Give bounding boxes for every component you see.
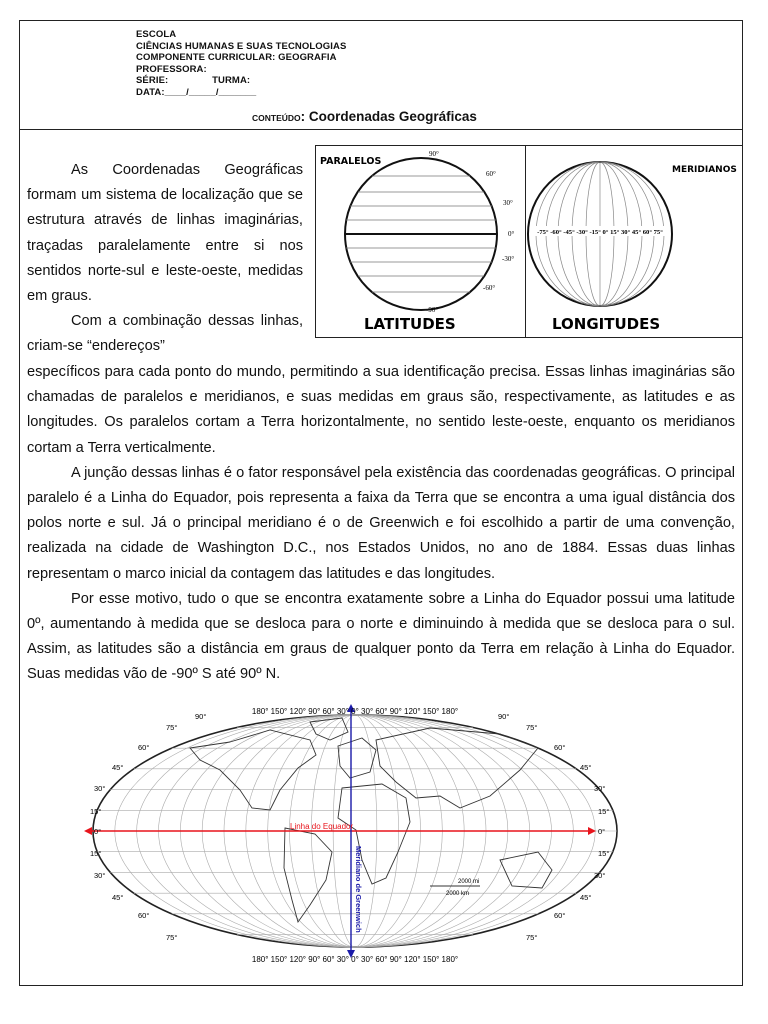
- school-name: ESCOLA: [136, 29, 177, 40]
- content-heading: [252, 108, 477, 126]
- grade-class-field: SÉRIE: TURMA:: [136, 75, 251, 87]
- header-divider: [19, 129, 743, 130]
- paralelos-label: PARALELOS: [320, 156, 382, 167]
- map-lat-90-left: 90°: [195, 712, 207, 721]
- teacher-field: PROFESSORA:: [136, 63, 207, 75]
- meridianos-label: MERIDIANOS: [672, 165, 737, 175]
- scale-km: 2000 km: [446, 891, 470, 897]
- map-lat-30n-left: 30°: [94, 784, 106, 793]
- component-name: COMPONENTE CURRICULAR: GEOGRAFIA: [136, 52, 337, 64]
- lat-bottom-label: -90°: [426, 306, 439, 314]
- map-lat-60-left: 60°: [138, 743, 150, 752]
- map-lat-60s-right: 60°: [554, 911, 566, 920]
- figure-separator: [525, 146, 526, 337]
- map-lat-30s-left: 30°: [94, 871, 106, 880]
- longitude-scale: -75° -60° -45° -30° -15° 0° 15° 30° 45° 60° 75°: [537, 229, 663, 236]
- map-lat-75s-left: 75°: [166, 933, 178, 942]
- intro-block: [27, 158, 303, 360]
- map-lat-75s-right: 75°: [526, 933, 538, 942]
- paragraph-4: Por esse motivo, tudo o que se encontra exatamente sobre a Linha do Equador possui uma latitude 0º, aumentando à medida que se desloca para o norte e diminuindo à medida que se desloca para o sul. Assim, as latitudes são a distância em graus de qualquer ponto da Terra em relação à Linha do Equador. Suas medidas vão de -90º S até 90º N.: [27, 590, 735, 683]
- map-lat-15s-right: 15°: [598, 849, 610, 858]
- map-lat-45s-right: 45°: [580, 893, 592, 902]
- map-lat-45s-left: 45°: [112, 893, 124, 902]
- map-lat-0-left: 0°: [94, 827, 102, 836]
- map-lat-75-right: 75°: [526, 723, 538, 732]
- scale-mi: 2000 mi: [458, 879, 480, 885]
- longitudes-globe: [528, 162, 737, 333]
- equator-label: Linha do Equador: [290, 822, 354, 831]
- content-colon: :: [300, 109, 309, 124]
- latitudes-caption: LATITUDES: [364, 315, 456, 333]
- map-lat-90-right: 90°: [498, 712, 510, 721]
- lat-30n-label: 30°: [503, 199, 513, 207]
- lat-60n-label: 60°: [486, 170, 496, 178]
- school-info: [136, 29, 346, 99]
- latitudes-globe: [320, 150, 515, 333]
- map-lat-45-left: 45°: [112, 763, 124, 772]
- lat-30s-label: -30°: [502, 255, 515, 263]
- paragraph-1: As Coordenadas Geográficas formam um sistema de localização que se estrutura através de linhas imaginárias, traçadas paralelamente entre si nos sentidos norte-sul e leste-oeste, medidas em graus.: [27, 162, 303, 305]
- lat-top-label: 90°: [429, 150, 439, 158]
- content-label: CONTEÚDO: [252, 113, 301, 123]
- paragraph-2-start: Com a combinação dessas linhas, criam-se “endereços”: [27, 313, 303, 355]
- area-name: CIÊNCIAS HUMANAS E SUAS TECNOLOGIAS: [136, 40, 347, 52]
- map-lat-30n-right: 30°: [594, 784, 606, 793]
- coordinates-figure: [315, 145, 743, 338]
- map-lat-15n-right: 15°: [598, 807, 610, 816]
- map-lat-60-right: 60°: [554, 743, 566, 752]
- map-lat-0-right: 0°: [598, 827, 606, 836]
- map-lat-30s-right: 30°: [594, 871, 606, 880]
- coordinates-figure-svg: [316, 146, 742, 337]
- world-map-svg: [80, 700, 620, 970]
- map-lat-15n-left: 15°: [90, 807, 102, 816]
- lat-60s-label: -60°: [483, 284, 496, 292]
- map-bottom-scale: 180° 150° 120° 90° 60° 30° 0° 30° 60° 90° 120° 150° 180°: [251, 955, 459, 964]
- map-top-scale: 180° 150° 120° 90° 60° 30° 0° 30° 60° 90° 120° 150° 180°: [251, 707, 459, 716]
- lat-0-label: 0°: [508, 230, 515, 238]
- longitudes-caption: LONGITUDES: [552, 315, 661, 333]
- world-map: [80, 700, 620, 970]
- map-lat-75-left: 75°: [166, 723, 178, 732]
- map-lat-45-right: 45°: [580, 763, 592, 772]
- map-lat-15s-left: 15°: [90, 849, 102, 858]
- equator-arrow-left: [84, 827, 92, 835]
- body-block: [27, 360, 735, 688]
- date-field: DATA:____/_____/_______: [136, 86, 257, 98]
- paragraph-3: A junção dessas linhas é o fator responsável pela existência das coordenadas geográficas. O principal paralelo é a Linha do Equador, pois representa a faixa da Terra que se encontra a uma igual distância dos polos norte e sul. Já o principal meridiano é o de Greenwich e foi escolhido a partir de uma convenção, realizada na cidade de Washington D.C., nos Estados Unidos, no ano de 1884. Essas duas linhas representam o marco inicial da contagem das latitudes e das longitudes.: [27, 464, 735, 582]
- map-lat-60s-left: 60°: [138, 911, 150, 920]
- content-title: Coordenadas Geográficas: [308, 109, 477, 124]
- paragraph-2-end: específicos para cada ponto do mundo, permitindo a sua identificação precisa. Essas linhas imaginárias são chamadas de paralelos e meridianos, e suas medidas em graus são, respectivamente, as latitudes e as longitudes. Os paralelos cortam a Terra horizontalmente, no sentido leste-oeste, enquanto os meridianos cortam a Terra verticalmente.: [27, 364, 735, 456]
- greenwich-label: Meridiano de Greenwich: [354, 846, 363, 933]
